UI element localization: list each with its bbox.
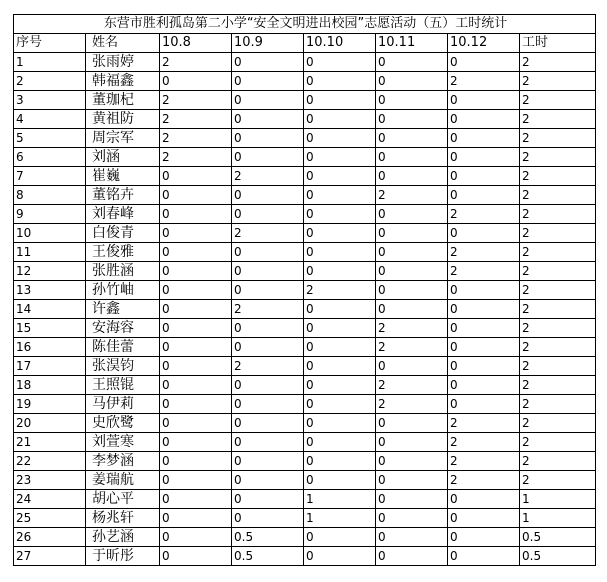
hours-cell[interactable]: 2 (520, 357, 596, 376)
index-cell[interactable]: 15 (14, 319, 86, 338)
hours-cell[interactable]: 2 (520, 186, 596, 205)
index-cell[interactable]: 5 (14, 129, 86, 148)
oct9-cell[interactable]: 0 (232, 433, 304, 452)
table-row (14, 205, 596, 224)
table-row (14, 186, 596, 205)
oct10-cell[interactable]: 0 (304, 224, 376, 243)
oct10-cell[interactable]: 1 (304, 490, 376, 509)
oct12-cell[interactable]: 0 (448, 167, 520, 186)
hours-cell[interactable]: 2 (520, 91, 596, 110)
oct10-cell[interactable]: 0 (304, 376, 376, 395)
oct10-cell[interactable]: 0 (304, 91, 376, 110)
index-cell[interactable]: 21 (14, 433, 86, 452)
oct10-cell[interactable]: 0 (304, 129, 376, 148)
oct10-cell[interactable]: 2 (304, 281, 376, 300)
oct10-cell[interactable]: 0 (304, 72, 376, 91)
oct12-cell[interactable]: 2 (448, 72, 520, 91)
oct9-cell[interactable]: 2 (232, 167, 304, 186)
oct12-cell[interactable]: 0 (448, 110, 520, 129)
oct8-cell[interactable]: 0 (160, 205, 232, 224)
index-cell[interactable]: 3 (14, 91, 86, 110)
oct8-cell[interactable]: 2 (160, 91, 232, 110)
table-row (14, 433, 596, 452)
oct9-cell[interactable]: 0 (232, 490, 304, 509)
oct12-cell[interactable]: 2 (448, 471, 520, 490)
oct9-cell[interactable]: 0 (232, 129, 304, 148)
name-cell[interactable]: 张淏钧 (86, 357, 160, 376)
table-row (14, 357, 596, 376)
hours-cell[interactable]: 2 (520, 414, 596, 433)
title-row (14, 15, 596, 34)
name-cell[interactable]: 安海容 (86, 319, 160, 338)
name-cell[interactable]: 刘涵 (86, 148, 160, 167)
oct10-cell[interactable]: 0 (304, 243, 376, 262)
oct12-cell[interactable]: 0 (448, 509, 520, 528)
header-cell-name[interactable]: 姓名 (86, 34, 160, 53)
index-cell[interactable]: 12 (14, 262, 86, 281)
name-cell[interactable]: 黄祖防 (86, 110, 160, 129)
oct9-cell[interactable]: 2 (232, 300, 304, 319)
hours-cell[interactable]: 2 (520, 281, 596, 300)
oct12-cell[interactable]: 0 (448, 490, 520, 509)
oct9-cell[interactable]: 0 (232, 72, 304, 91)
table-row (14, 509, 596, 528)
header-cell-10-11[interactable]: 10.11 (376, 34, 448, 53)
oct10-cell[interactable]: 0 (304, 148, 376, 167)
name-cell[interactable]: 许鑫 (86, 300, 160, 319)
name-cell[interactable]: 史欣鹭 (86, 414, 160, 433)
oct11-cell[interactable]: 2 (376, 319, 448, 338)
hours-cell[interactable]: 2 (520, 338, 596, 357)
name-cell[interactable]: 韩福鑫 (86, 72, 160, 91)
table-row (14, 471, 596, 490)
oct10-cell[interactable]: 0 (304, 186, 376, 205)
oct11-cell[interactable]: 0 (376, 490, 448, 509)
oct10-cell[interactable]: 0 (304, 471, 376, 490)
oct8-cell[interactable]: 0 (160, 357, 232, 376)
oct12-cell[interactable]: 2 (448, 243, 520, 262)
oct11-cell[interactable]: 0 (376, 300, 448, 319)
oct9-cell[interactable]: 0 (232, 186, 304, 205)
table-row (14, 452, 596, 471)
oct11-cell[interactable]: 0 (376, 471, 448, 490)
header-row (14, 34, 596, 53)
oct11-cell[interactable]: 0 (376, 281, 448, 300)
name-cell[interactable]: 王俊雅 (86, 243, 160, 262)
oct9-cell[interactable]: 0 (232, 338, 304, 357)
name-cell[interactable]: 王照锟 (86, 376, 160, 395)
table-row (14, 262, 596, 281)
name-cell[interactable]: 周宗军 (86, 129, 160, 148)
oct8-cell[interactable]: 2 (160, 53, 232, 72)
oct12-cell[interactable]: 0 (448, 338, 520, 357)
oct11-cell[interactable]: 0 (376, 53, 448, 72)
name-cell[interactable]: 崔巍 (86, 167, 160, 186)
header-cell-10-10[interactable]: 10.10 (304, 34, 376, 53)
table-row (14, 376, 596, 395)
oct11-cell[interactable]: 0 (376, 72, 448, 91)
oct8-cell[interactable]: 0 (160, 490, 232, 509)
index-cell[interactable]: 9 (14, 205, 86, 224)
oct12-cell[interactable]: 0 (448, 547, 520, 566)
oct12-cell[interactable]: 0 (448, 376, 520, 395)
oct11-cell[interactable]: 0 (376, 452, 448, 471)
header-cell-index[interactable]: 序号 (14, 34, 86, 53)
oct11-cell[interactable]: 0 (376, 414, 448, 433)
oct9-cell[interactable]: 0.5 (232, 528, 304, 547)
name-cell[interactable]: 董铭卉 (86, 186, 160, 205)
oct11-cell[interactable]: 2 (376, 395, 448, 414)
oct10-cell[interactable]: 1 (304, 509, 376, 528)
hours-cell[interactable]: 2 (520, 376, 596, 395)
table-row (14, 281, 596, 300)
oct10-cell[interactable]: 0 (304, 433, 376, 452)
oct9-cell[interactable]: 0 (232, 319, 304, 338)
oct8-cell[interactable]: 0 (160, 281, 232, 300)
oct11-cell[interactable]: 0 (376, 91, 448, 110)
name-cell[interactable]: 董珈杞 (86, 91, 160, 110)
table-row (14, 148, 596, 167)
oct11-cell[interactable]: 0 (376, 243, 448, 262)
worktime-table (13, 14, 596, 566)
oct11-cell[interactable]: 0 (376, 509, 448, 528)
oct12-cell[interactable]: 0 (448, 319, 520, 338)
hours-cell[interactable]: 2 (520, 53, 596, 72)
oct9-cell[interactable]: 0 (232, 395, 304, 414)
oct8-cell[interactable]: 0 (160, 186, 232, 205)
oct10-cell[interactable]: 0 (304, 300, 376, 319)
oct12-cell[interactable]: 0 (448, 53, 520, 72)
hours-cell[interactable]: 0.5 (520, 528, 596, 547)
header-cell-hours[interactable]: 工时 (520, 34, 596, 53)
hours-cell[interactable]: 2 (520, 262, 596, 281)
oct9-cell[interactable]: 0 (232, 148, 304, 167)
hours-cell[interactable]: 2 (520, 395, 596, 414)
oct10-cell[interactable]: 0 (304, 110, 376, 129)
oct11-cell[interactable]: 0 (376, 148, 448, 167)
table-row (14, 300, 596, 319)
oct8-cell[interactable]: 0 (160, 414, 232, 433)
oct8-cell[interactable]: 0 (160, 528, 232, 547)
oct8-cell[interactable]: 2 (160, 129, 232, 148)
table-row (14, 129, 596, 148)
index-cell[interactable]: 20 (14, 414, 86, 433)
oct9-cell[interactable]: 0 (232, 281, 304, 300)
oct12-cell[interactable]: 0 (448, 395, 520, 414)
oct9-cell[interactable]: 0 (232, 205, 304, 224)
index-cell[interactable]: 4 (14, 110, 86, 129)
hours-cell[interactable]: 2 (520, 300, 596, 319)
table-row (14, 395, 596, 414)
table-row (14, 53, 596, 72)
oct9-cell[interactable]: 0 (232, 471, 304, 490)
oct11-cell[interactable]: 0 (376, 547, 448, 566)
name-cell[interactable]: 于昕彤 (86, 547, 160, 566)
hours-cell[interactable]: 1 (520, 509, 596, 528)
oct12-cell[interactable]: 0 (448, 129, 520, 148)
name-cell[interactable]: 孙竹岫 (86, 281, 160, 300)
oct8-cell[interactable]: 2 (160, 110, 232, 129)
oct8-cell[interactable]: 0 (160, 224, 232, 243)
oct8-cell[interactable]: 0 (160, 433, 232, 452)
oct8-cell[interactable]: 0 (160, 471, 232, 490)
oct12-cell[interactable]: 2 (448, 433, 520, 452)
table-row (14, 243, 596, 262)
oct11-cell[interactable]: 0 (376, 262, 448, 281)
hours-cell[interactable]: 2 (520, 129, 596, 148)
name-cell[interactable]: 李梦涵 (86, 452, 160, 471)
name-cell[interactable]: 白俊青 (86, 224, 160, 243)
oct11-cell[interactable]: 2 (376, 376, 448, 395)
table-body (14, 15, 596, 566)
oct12-cell[interactable]: 0 (448, 528, 520, 547)
hours-cell[interactable]: 2 (520, 319, 596, 338)
index-cell[interactable]: 26 (14, 528, 86, 547)
oct12-cell[interactable]: 0 (448, 281, 520, 300)
name-cell[interactable]: 张胜涵 (86, 262, 160, 281)
oct9-cell[interactable]: 0 (232, 376, 304, 395)
oct8-cell[interactable]: 0 (160, 395, 232, 414)
index-cell[interactable]: 7 (14, 167, 86, 186)
name-cell[interactable]: 刘春峰 (86, 205, 160, 224)
oct12-cell[interactable]: 0 (448, 224, 520, 243)
index-cell[interactable]: 27 (14, 547, 86, 566)
name-cell[interactable]: 胡心平 (86, 490, 160, 509)
oct12-cell[interactable]: 2 (448, 205, 520, 224)
table-row (14, 490, 596, 509)
oct11-cell[interactable]: 0 (376, 224, 448, 243)
oct8-cell[interactable]: 0 (160, 72, 232, 91)
name-cell[interactable]: 马伊莉 (86, 395, 160, 414)
oct11-cell[interactable]: 0 (376, 433, 448, 452)
table-row (14, 319, 596, 338)
oct11-cell[interactable]: 2 (376, 338, 448, 357)
oct9-cell[interactable]: 0 (232, 262, 304, 281)
index-cell[interactable]: 6 (14, 148, 86, 167)
oct10-cell[interactable]: 0 (304, 53, 376, 72)
table-row (14, 167, 596, 186)
oct8-cell[interactable]: 0 (160, 262, 232, 281)
oct10-cell[interactable]: 0 (304, 205, 376, 224)
oct11-cell[interactable]: 0 (376, 167, 448, 186)
table-row (14, 338, 596, 357)
table-row (14, 224, 596, 243)
table-row (14, 528, 596, 547)
oct9-cell[interactable]: 2 (232, 224, 304, 243)
oct10-cell[interactable]: 0 (304, 452, 376, 471)
oct10-cell[interactable]: 0 (304, 167, 376, 186)
oct11-cell[interactable]: 0 (376, 205, 448, 224)
oct9-cell[interactable]: 0.5 (232, 547, 304, 566)
oct12-cell[interactable]: 0 (448, 148, 520, 167)
hours-cell[interactable]: 0.5 (520, 547, 596, 566)
oct12-cell[interactable]: 0 (448, 357, 520, 376)
oct11-cell[interactable]: 0 (376, 129, 448, 148)
index-cell[interactable]: 1 (14, 53, 86, 72)
table-row (14, 414, 596, 433)
hours-cell[interactable]: 2 (520, 148, 596, 167)
name-cell[interactable]: 姜瑞航 (86, 471, 160, 490)
name-cell[interactable]: 陈佳蕾 (86, 338, 160, 357)
index-cell[interactable]: 18 (14, 376, 86, 395)
table-row (14, 91, 596, 110)
spreadsheet (13, 14, 595, 566)
index-cell[interactable]: 11 (14, 243, 86, 262)
header-cell-10-12[interactable]: 10.12 (448, 34, 520, 53)
index-cell[interactable]: 23 (14, 471, 86, 490)
oct8-cell[interactable]: 0 (160, 300, 232, 319)
oct10-cell[interactable]: 0 (304, 319, 376, 338)
table-row (14, 72, 596, 91)
index-cell[interactable]: 8 (14, 186, 86, 205)
table-row (14, 547, 596, 566)
table-row (14, 110, 596, 129)
hours-cell[interactable]: 2 (520, 167, 596, 186)
hours-cell[interactable]: 1 (520, 490, 596, 509)
oct8-cell[interactable]: 0 (160, 376, 232, 395)
oct10-cell[interactable]: 0 (304, 357, 376, 376)
oct8-cell[interactable]: 0 (160, 319, 232, 338)
oct8-cell[interactable]: 0 (160, 167, 232, 186)
oct9-cell[interactable]: 2 (232, 357, 304, 376)
hours-cell[interactable]: 2 (520, 224, 596, 243)
index-cell[interactable]: 19 (14, 395, 86, 414)
name-cell[interactable]: 孙艺涵 (86, 528, 160, 547)
hours-cell[interactable]: 2 (520, 452, 596, 471)
oct8-cell[interactable]: 0 (160, 547, 232, 566)
name-cell[interactable]: 张雨婷 (86, 53, 160, 72)
oct10-cell[interactable]: 0 (304, 547, 376, 566)
oct10-cell[interactable]: 0 (304, 262, 376, 281)
oct10-cell[interactable]: 0 (304, 338, 376, 357)
name-cell[interactable]: 刘萱寒 (86, 433, 160, 452)
header-cell-10-9[interactable]: 10.9 (232, 34, 304, 53)
oct10-cell[interactable]: 0 (304, 395, 376, 414)
oct10-cell[interactable]: 0 (304, 414, 376, 433)
hours-cell[interactable]: 2 (520, 243, 596, 262)
index-cell[interactable]: 2 (14, 72, 86, 91)
oct9-cell[interactable]: 0 (232, 509, 304, 528)
oct12-cell[interactable]: 2 (448, 452, 520, 471)
hours-cell[interactable]: 2 (520, 205, 596, 224)
oct11-cell[interactable]: 2 (376, 186, 448, 205)
index-cell[interactable]: 14 (14, 300, 86, 319)
oct12-cell[interactable]: 0 (448, 300, 520, 319)
oct9-cell[interactable]: 0 (232, 110, 304, 129)
oct12-cell[interactable]: 0 (448, 186, 520, 205)
hours-cell[interactable]: 2 (520, 110, 596, 129)
hours-cell[interactable]: 2 (520, 72, 596, 91)
oct8-cell[interactable]: 2 (160, 148, 232, 167)
oct12-cell[interactable]: 0 (448, 91, 520, 110)
index-cell[interactable]: 17 (14, 357, 86, 376)
hours-cell[interactable]: 2 (520, 471, 596, 490)
name-cell[interactable]: 杨兆轩 (86, 509, 160, 528)
oct9-cell[interactable]: 0 (232, 91, 304, 110)
oct11-cell[interactable]: 0 (376, 357, 448, 376)
index-cell[interactable]: 25 (14, 509, 86, 528)
index-cell[interactable]: 13 (14, 281, 86, 300)
oct9-cell[interactable]: 0 (232, 53, 304, 72)
oct9-cell[interactable]: 0 (232, 243, 304, 262)
oct8-cell[interactable]: 0 (160, 452, 232, 471)
hours-cell[interactable]: 2 (520, 433, 596, 452)
oct8-cell[interactable]: 0 (160, 243, 232, 262)
index-cell[interactable]: 16 (14, 338, 86, 357)
oct10-cell[interactable]: 0 (304, 528, 376, 547)
index-cell[interactable]: 22 (14, 452, 86, 471)
oct9-cell[interactable]: 0 (232, 414, 304, 433)
oct11-cell[interactable]: 0 (376, 110, 448, 129)
index-cell[interactable]: 24 (14, 490, 86, 509)
table-title[interactable]: 东营市胜利孤岛第二小学“安全文明进出校园”志愿活动（五）工时统计 (14, 15, 596, 34)
oct8-cell[interactable]: 0 (160, 509, 232, 528)
oct11-cell[interactable]: 0 (376, 528, 448, 547)
oct12-cell[interactable]: 2 (448, 414, 520, 433)
index-cell[interactable]: 10 (14, 224, 86, 243)
oct8-cell[interactable]: 0 (160, 338, 232, 357)
header-cell-10-8[interactable]: 10.8 (160, 34, 232, 53)
oct12-cell[interactable]: 2 (448, 262, 520, 281)
oct9-cell[interactable]: 0 (232, 452, 304, 471)
